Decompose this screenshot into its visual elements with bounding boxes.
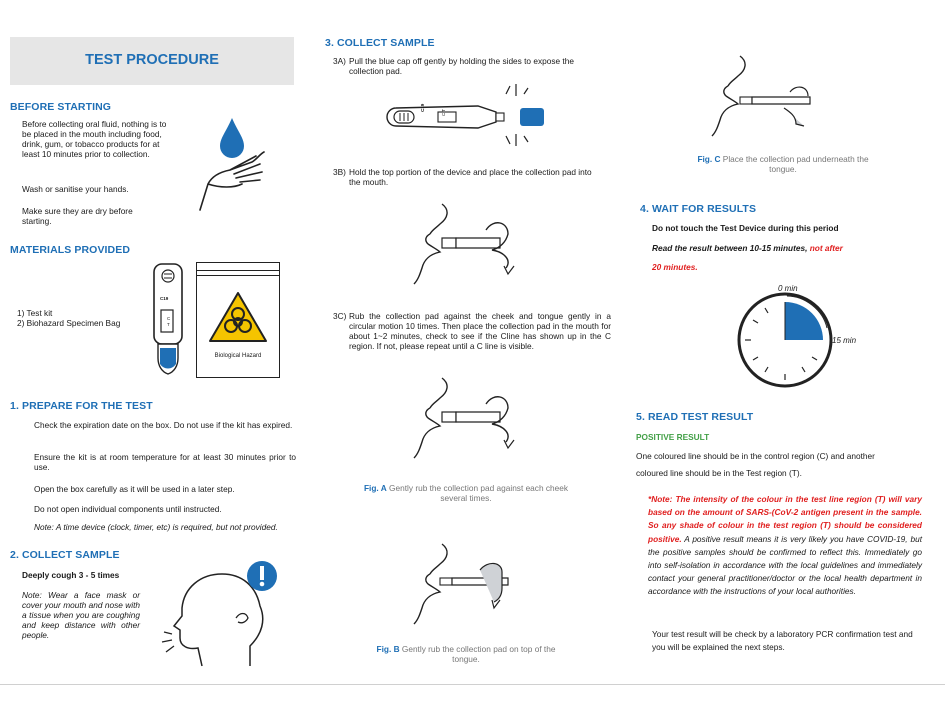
- wait-line-2a: Read the result between 10-15 minutes,: [652, 243, 808, 253]
- clock-label-15: 15 min: [832, 336, 857, 345]
- read-final: Your test result will be check by a laboratory PCR confirmation test and you will be explained the next steps.: [652, 629, 913, 652]
- materials-heading: MATERIALS PROVIDED: [10, 244, 131, 256]
- wait-line-3: 20 minutes.: [652, 262, 698, 272]
- collect2-note: Note: Wear a face mask or cover your mouth and nose with a tissue when you are coughing and keep distance with other people.: [22, 590, 140, 640]
- clock-label-0: 0 min: [778, 284, 798, 293]
- collect2-sub: Deeply cough 3 - 5 times: [22, 570, 120, 580]
- read-note-red: *Note: The intensity of the colour in the test line region (T) will vary based on the amount of SARS-(CoV-2 antigen present in the sample. So any shade of colour in the test region (T) should be considered positive.: [648, 494, 922, 544]
- swab-mouth-icon-1: [408, 200, 538, 284]
- fig-b-text: Gently rub the collection pad on top of the tongue.: [401, 644, 556, 664]
- kit-label: C19: [160, 296, 169, 301]
- step-3a-text: Pull the blue cap off gently by holding the sides to expose the collection pad.: [349, 56, 574, 76]
- prepare-heading: 1. PREPARE FOR THE TEST: [10, 400, 153, 412]
- fig-c-caption: [690, 154, 876, 174]
- prepare-text-2: Ensure the kit is at room temperature for at least 30 minutes prior to use.: [34, 452, 296, 472]
- before-text-3: Make sure they are dry before starting.: [22, 206, 133, 226]
- wait-line-2b: not after: [809, 243, 843, 253]
- read-note: [648, 493, 922, 599]
- wait-line-2: [652, 243, 843, 253]
- step-3c-label: 3C): [333, 311, 347, 321]
- fig-b-label: Fig. B: [376, 644, 400, 654]
- step-3a-label: 3A): [333, 56, 346, 66]
- positive-label: POSITIVE RESULT: [636, 432, 710, 442]
- fig-c-text: Place the collection pad underneath the tongue.: [722, 154, 869, 174]
- read-text-1: One coloured line should be in the control region (C) and another: [636, 451, 875, 461]
- prepare-text-3: Open the box carefully as it will be used in a later step.: [34, 484, 235, 494]
- clock-icon: [735, 290, 835, 390]
- swab-under-tongue-icon: [700, 52, 840, 136]
- before-text-1: Before collecting oral fluid, nothing is to be placed in the mouth including food, drink, gum, or tobacco products for at least 10 minutes prior to collection.: [22, 119, 167, 159]
- read-text-2: coloured line should be in the Test region (T).: [636, 468, 802, 478]
- prepare-text-4: Do not open individual components until instructed.: [34, 504, 222, 514]
- test-device-icon: [388, 84, 548, 148]
- swab-mouth-icon-2: [408, 374, 538, 458]
- material-item-1: 1) Test kit: [17, 308, 53, 318]
- prepare-text-1: Check the expiration date on the box. Do not use if the kit has expired.: [34, 420, 293, 430]
- bag-label: Biological Hazard: [214, 353, 262, 359]
- step-3b-text: Hold the top portion of the device and place the collection pad into the mouth.: [349, 167, 592, 187]
- fig-a-label: Fig. A: [363, 483, 387, 493]
- fig-b-caption: [370, 644, 562, 664]
- wait-line-1: Do not touch the Test Device during this period: [652, 223, 839, 233]
- footer-divider: [0, 684, 945, 685]
- fig-a-text: Gently rub the collection pad against each cheek several times.: [389, 483, 569, 503]
- read-heading: 5. READ TEST RESULT: [636, 411, 754, 423]
- fig-c-label: Fig. C: [697, 154, 721, 164]
- step-3c-text: Rub the collection pad against the cheek and tongue gently in a circular motion 10 times. Then place the collection pad in the mouth for about 1~2 minutes, check to see if the Cline has shown up in the C region. If not, please repeat until a C line is visible.: [349, 311, 611, 351]
- collect3-heading: 3. COLLECT SAMPLE: [325, 37, 435, 49]
- coughing-head-icon: [158, 560, 278, 672]
- device-window-ct: C T: [441, 108, 446, 116]
- material-item-2: 2) Biohazard Specimen Bag: [17, 318, 121, 328]
- biohazard-icon: [208, 290, 268, 344]
- page-title: TEST PROCEDURE: [85, 52, 219, 68]
- swab-tongue-icon: [408, 540, 538, 624]
- read-note-black: A positive result means it is very likely you have COVID-19, but the positive samples should be confirmed to reflect this. Immediately go into self-isolation in accordance with the local guidelines and immediately contact your general practitioner/doctor or the local health department in accordance with the instructions of your local authorities.: [648, 533, 923, 597]
- before-text-2: Wash or sanitise your hands.: [22, 184, 129, 194]
- device-label: C19: [420, 103, 425, 112]
- hand-drop-icon: [190, 112, 280, 212]
- collect2-heading: 2. COLLECT SAMPLE: [10, 549, 120, 561]
- step-3b-label: 3B): [333, 167, 346, 177]
- wait-heading: 4. WAIT FOR RESULTS: [640, 203, 757, 215]
- kit-window-ct: C T: [167, 316, 171, 327]
- before-heading: BEFORE STARTING: [10, 101, 112, 113]
- prepare-note: Note: A time device (clock, timer, etc) is required, but not provided.: [34, 522, 278, 532]
- fig-a-caption: [360, 483, 572, 503]
